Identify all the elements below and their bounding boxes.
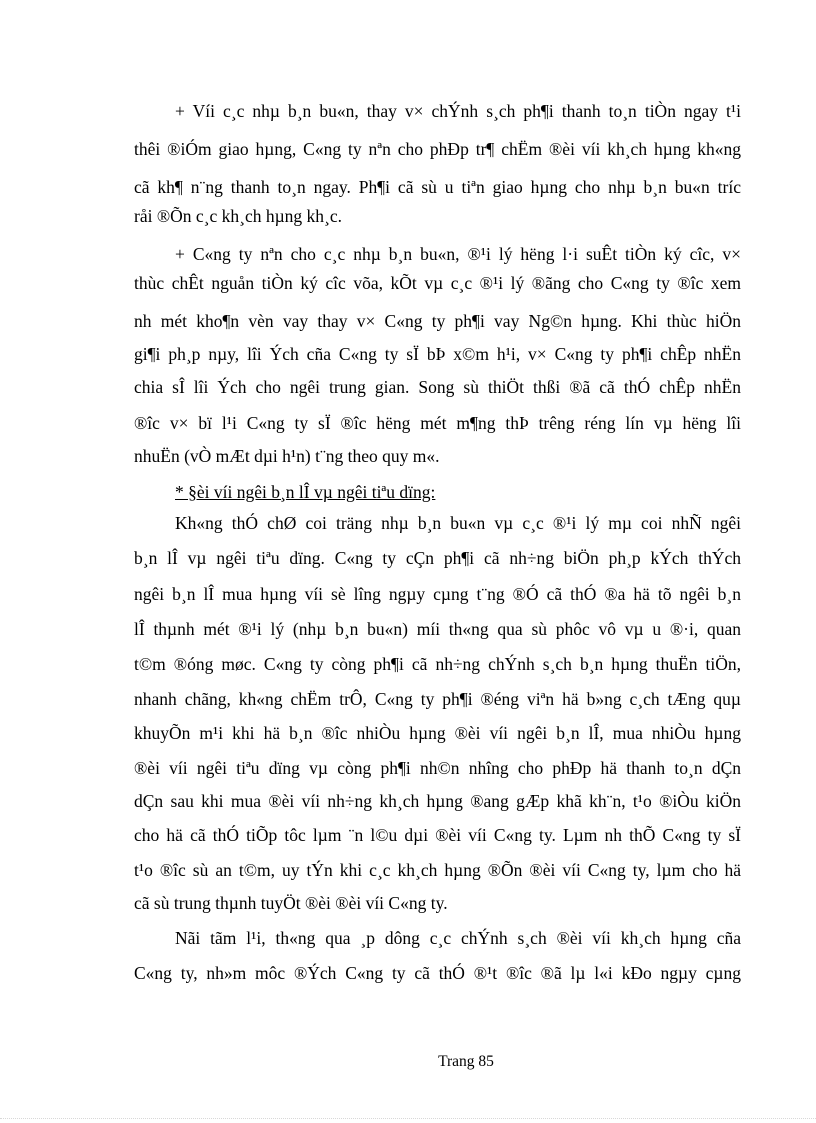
text-line: cã sù trung thµnh tuyÖt ®èi ®èi víi C«ng ty. — [134, 893, 448, 913]
text-line: nhuËn (vÒ mÆt dµi h¹n) t¨ng theo quy m«. — [134, 446, 440, 466]
text-line: råi ®Õn c¸c kh¸ch hµng kh¸c. — [134, 206, 343, 226]
page-edge-divider — [0, 1118, 816, 1119]
text-line: chia sÎ lîi Ých cho ngêi trung gian. Song sù thiÖt thßi ®ã cã thÓ chÊp nhËn — [134, 377, 741, 397]
text-line: Nãi tãm l¹i, th«ng qua ¸p dông c¸c chÝnh s¸ch ®èi víi kh¸ch hµng cña — [175, 928, 741, 948]
text-line: dÇn sau khi mua ®èi víi nh÷ng kh¸ch hµng ®ang gÆp khã kh¨n, t¹o ®iÒu kiÖn — [134, 791, 741, 811]
text-line: + C«ng ty nªn cho c¸c nhµ b¸n bu«n, ®¹i lý hëng l·i suÊt tiÒn ký cîc, v× — [175, 244, 741, 264]
text-line: gi¶i ph¸p nµy, lîi Ých cña C«ng ty sÏ bÞ x©m h¹i, v× C«ng ty ph¶i chÊp nhËn — [134, 344, 741, 364]
text-line: cho hä cã thÓ tiÕp tôc lµm ¨n l©u dµi ®èi víi C«ng ty. Lµm nh thÕ C«ng ty sÏ — [134, 825, 741, 845]
text-line: thêi ®iÓm giao hµng, C«ng ty nªn cho phÐp tr¶ chËm ®èi víi kh¸ch hµng kh«ng — [134, 139, 741, 159]
text-line: nh mét kho¶n vèn vay thay v× C«ng ty ph¶i vay Ng©n hµng. Khi thùc hiÖn — [134, 311, 741, 331]
text-line: t©m ®óng møc. C«ng ty còng ph¶i cã nh÷ng chÝnh s¸ch b¸n hµng thuËn tiÖn, — [134, 654, 741, 674]
text-line: t¹o ®îc sù an t©m, uy tÝn khi c¸c kh¸ch hµng ®Õn ®èi víi C«ng ty, lµm cho hä — [134, 860, 741, 880]
page-number: Trang 85 — [438, 1053, 494, 1070]
text-line: lÎ thµnh mét ®¹i lý (nhµ b¸n bu«n) míi th«ng qua sù phôc vô vµ u ®·i, quan — [134, 619, 741, 639]
text-line: ngêi b¸n lÎ mua hµng víi sè lîng ngµy cµng t¨ng ®Ó cã thÓ ®a hä tõ ngêi b¸n — [134, 584, 741, 604]
text-line: ®îc v× bï l¹i C«ng ty sÏ ®îc hëng mét m¶ng thÞ trêng réng lín vµ hëng lîi — [134, 413, 741, 433]
text-line: nhanh chãng, kh«ng chËm trÔ, C«ng ty ph¶i ®éng viªn hä b»ng c¸ch tÆng quµ — [134, 689, 741, 709]
text-line: thùc chÊt nguån tiÒn ký cîc võa, kÕt vµ c¸c ®¹i lý ®ãng cho C«ng ty ®îc xem — [134, 273, 741, 293]
text-line: C«ng ty, nh»m môc ®Ých C«ng ty cã thÓ ®¹t ®îc ®ã lµ l«i kÐo ngµy cµng — [134, 963, 741, 983]
text-line: + Víi c¸c nhµ b¸n bu«n, thay v× chÝnh s¸ch ph¶i thanh to¸n tiÒn ngay t¹i — [175, 101, 741, 121]
section-heading: * §èi víi ngêi b¸n lÎ vµ ngêi tiªu dïng: — [175, 482, 436, 502]
text-line: ®èi víi ngêi tiªu dïng vµ còng ph¶i nh©n nhîng cho phÐp hä thanh to¸n dÇn — [134, 758, 741, 778]
text-line: cã kh¶ n¨ng thanh to¸n ngay. Ph¶i cã sù u tiªn giao hµng cho nhµ b¸n bu«n tríc — [134, 177, 741, 197]
text-line: Kh«ng thÓ chØ coi träng nhµ b¸n bu«n vµ c¸c ®¹i lý mµ coi nhÑ ngêi — [175, 513, 741, 533]
text-line: khuyÕn m¹i khi hä b¸n ®îc nhiÒu hµng ®èi víi ngêi b¸n lÎ, mua nhiÒu hµng — [134, 723, 741, 743]
text-line: b¸n lÎ vµ ngêi tiªu dïng. C«ng ty cÇn ph¶i cã nh÷ng biÖn ph¸p kÝch thÝch — [134, 548, 741, 568]
